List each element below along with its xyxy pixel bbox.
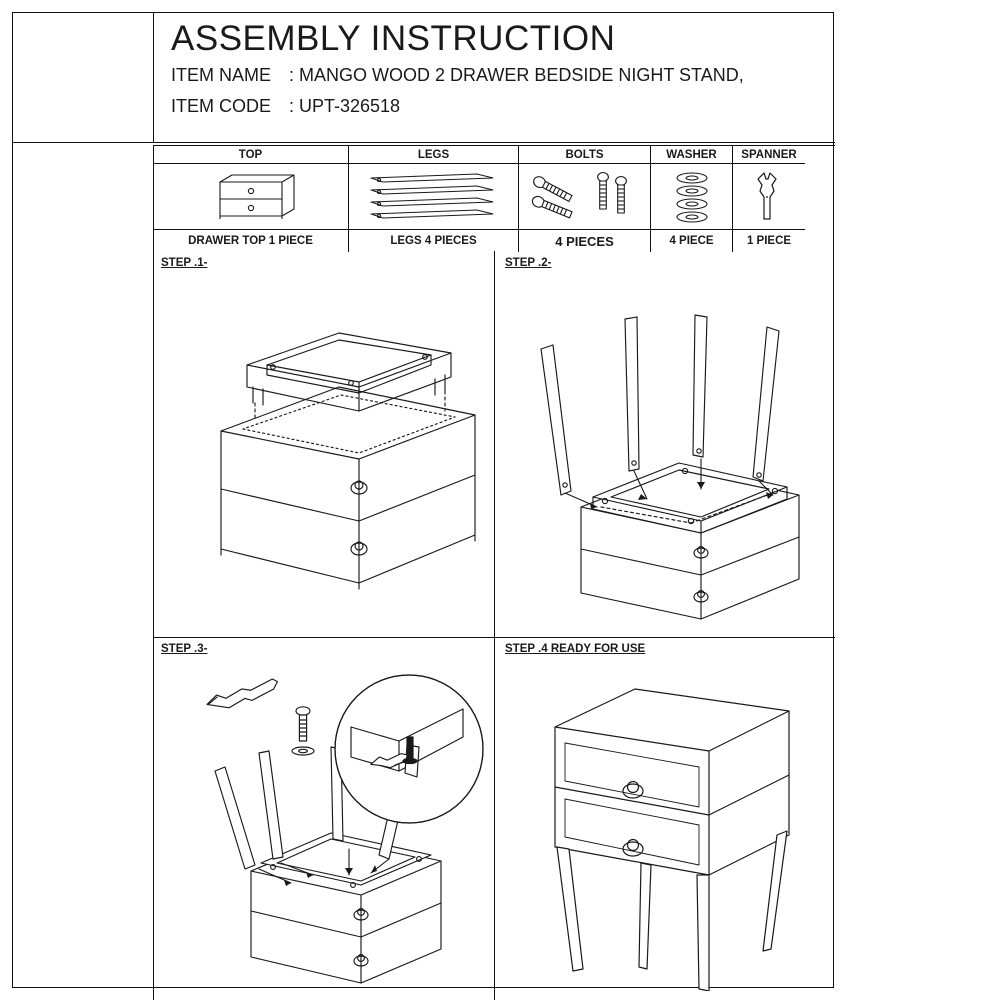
parts-header-washer: WASHER — [651, 146, 733, 164]
step-4-label — [505, 643, 645, 655]
step-3-label: STEP .3- — [161, 643, 208, 655]
step2-legs-alignment-diagram — [505, 275, 831, 633]
step-4-note: READY FOR USE — [547, 643, 646, 655]
item-code-label: ITEM CODE — [171, 96, 272, 116]
steps-area — [153, 251, 835, 1000]
parts-footer-legs: LEGS 4 PIECES — [349, 230, 519, 252]
parts-header-spanner: SPANNER — [733, 146, 805, 164]
bolts-icon — [519, 164, 651, 230]
parts-footer-top: DRAWER TOP 1 PIECE — [153, 230, 349, 252]
item-code-value: : UPT-326518 — [289, 96, 401, 116]
document-frame — [12, 12, 834, 988]
page-title: ASSEMBLY INSTRUCTION — [171, 19, 616, 58]
step-1-label: STEP .1- — [161, 257, 208, 269]
item-name-label: ITEM NAME — [171, 65, 272, 85]
step4-finished-nightstand-diagram — [521, 669, 821, 991]
step-2-label: STEP .2- — [505, 257, 552, 269]
item-name-value: : MANGO WOOD 2 DRAWER BEDSIDE NIGHT STAND, — [289, 65, 744, 85]
steps-left-divider — [153, 251, 154, 1000]
parts-footer-bolts: 4 PIECES — [519, 230, 651, 252]
step3-bolt-tightening-diagram — [163, 661, 493, 991]
nightstand-icon — [153, 164, 349, 230]
washers-icon — [651, 164, 733, 230]
parts-footer-washer: 4 PIECE — [651, 230, 733, 252]
item-name-row — [171, 65, 744, 86]
spanner-icon — [733, 164, 805, 230]
steps-vertical-divider — [494, 251, 495, 1000]
parts-footer-spanner: 1 PIECE — [746, 235, 792, 247]
step-4-label-text: STEP .4 — [505, 643, 548, 655]
steps-horizontal-divider — [153, 637, 835, 638]
parts-table — [153, 145, 835, 251]
parts-header-legs: LEGS — [349, 146, 519, 164]
legs-icon — [349, 164, 519, 230]
parts-header-top: TOP — [153, 146, 349, 164]
title-left-divider — [153, 13, 154, 143]
parts-header-bolts: BOLTS — [519, 146, 651, 164]
item-code-row — [171, 96, 400, 117]
step1-exploded-top-diagram — [163, 291, 493, 621]
title-block — [13, 13, 835, 143]
